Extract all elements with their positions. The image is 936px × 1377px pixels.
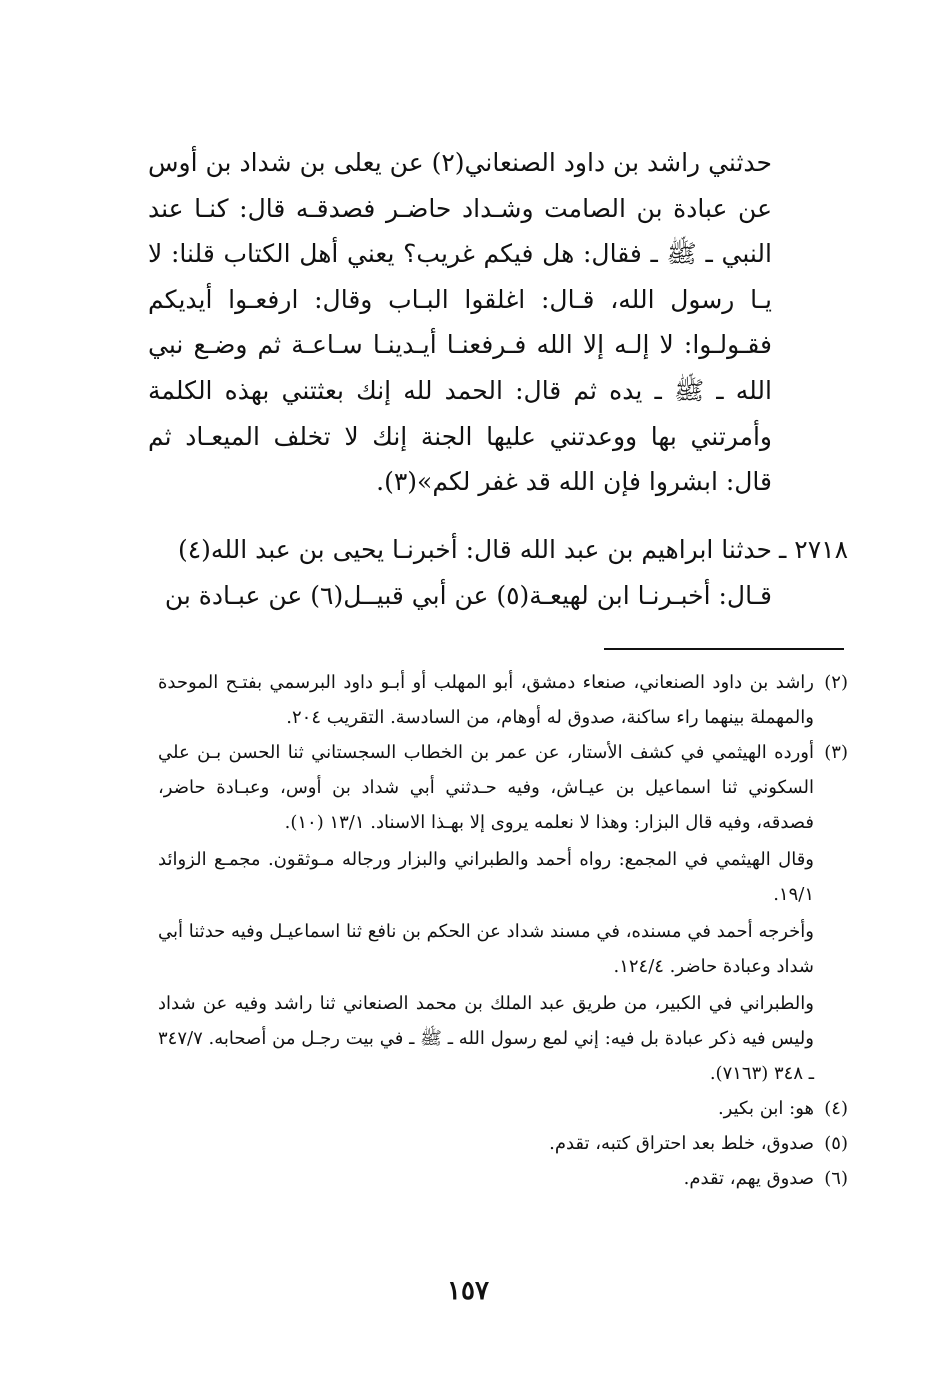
footnote-4 — [158, 1091, 848, 1126]
hadith-line-1 — [148, 527, 848, 573]
footnote-marker: (٣) — [824, 742, 848, 763]
hadith-2718 — [148, 527, 848, 619]
footnote-5 — [158, 1126, 848, 1161]
main-paragraph: حدثني راشد بن داود الصنعاني(٢) عن يعلى بن شداد بن أوس عن عبادة بن الصامت وشـداد حاضـر فصدقـه قال: كنـا عند النبي ـ ﷺ ـ فقال: هل فيكم غريب؟ يعني أهل الكتاب قلنا: لا يـا رسول الله، قـال: اغلقوا البـاب وقال: ارفعـوا أيديكم فقـولـوا: لا إلـه إلا الله فـرفعنـا أيـدينـا سـاعـة ثم وضـع نبي الله ـ ﷺ ـ يده ثم قال: الحمد لله إنك بعثتني بهذه الكلمة وأمرتني بها ووعدتني عليها الجنة إنك لا تخلف الميعـاد ثم قال: ابشروا فإن الله قد غفر لكم»(٣). — [148, 148, 772, 497]
page-number: ١٥٧ — [447, 1276, 489, 1306]
footnote-3 — [158, 735, 848, 840]
hadith-line-1-text: حدثنا ابراهيم بن عبد الله قال: أخبرنـا يحيى بن عبد الله(٤) — [177, 535, 772, 564]
footnote-marker: (٥) — [824, 1133, 848, 1154]
footnotes — [158, 665, 848, 1196]
footnote-text: راشد بن داود الصنعاني، صنعاء دمشق، أبو المهلب أو أبـو داود البرسمي بفتـح الموحدة والمهملة بينهما راء ساكنة، صدوق له أوهام، من السادسة. التقريب ٢٠٤. — [158, 672, 814, 728]
footnote-3-continuation-3: والطبراني في الكبير، من طريق عبد الملك بن محمد الصنعاني ثنا راشد وفيه عن شداد وليس فيه ذكر عبادة بل فيه: إني لمع رسول الله ـ ﷺ ـ في بيت رجـل من أصحابه. ٣٤٧/٧ ـ ٣٤٨ (٧١٦٣). — [158, 993, 814, 1084]
main-text-block — [148, 140, 772, 505]
footnote-text: هو: ابن بكير. — [717, 1098, 814, 1119]
footnote-divider — [604, 648, 844, 650]
footnote-marker: (٤) — [824, 1098, 848, 1119]
footnote-marker: (٦) — [824, 1168, 848, 1189]
footnote-text: أورده الهيثمي في كشف الأستار، عن عمر بن الخطاب السجستاني ثنا الحسن بـن علي السكوني ثنا اسماعيل بن عيـاش، وفيه حـدثني أبي شداد بن أوس، وعبـادة حاضر، فصدقه، وفيه قال البزار: وهذا لا نعلمه يروى إلا بهـذا الاسناد. ١٣/١ (١٠). — [158, 742, 814, 833]
hadith-number: ٢٧١٨ ـ — [779, 535, 848, 564]
footnote-6 — [158, 1161, 848, 1196]
footnote-text: صدوق، خلط بعد احتراق كتبه، تقدم. — [549, 1133, 814, 1154]
footnote-2 — [158, 665, 848, 735]
footnote-3-continuation-1: وقال الهيثمي في المجمع: رواه أحمد والطبراني والبزار ورجاله مـوثقون. مجمـع الزوائد ١٩/١. — [158, 849, 814, 905]
hadith-line-2: قـال: أخبـرنـا ابن لهيعـة(٥) عن أبي قبيــل(٦) عن عبـادة بن — [164, 581, 772, 610]
footnote-text: صدوق يهم، تقدم. — [683, 1168, 814, 1189]
footnote-marker: (٢) — [824, 672, 848, 693]
footnote-3-continuation-2: وأخرجه أحمد في مسنده، في مسند شداد عن الحكم بن نافع ثنا اسماعيـل وفيه حدثنا أبي شداد وعبادة حاضر. ١٢٤/٤. — [158, 921, 814, 977]
